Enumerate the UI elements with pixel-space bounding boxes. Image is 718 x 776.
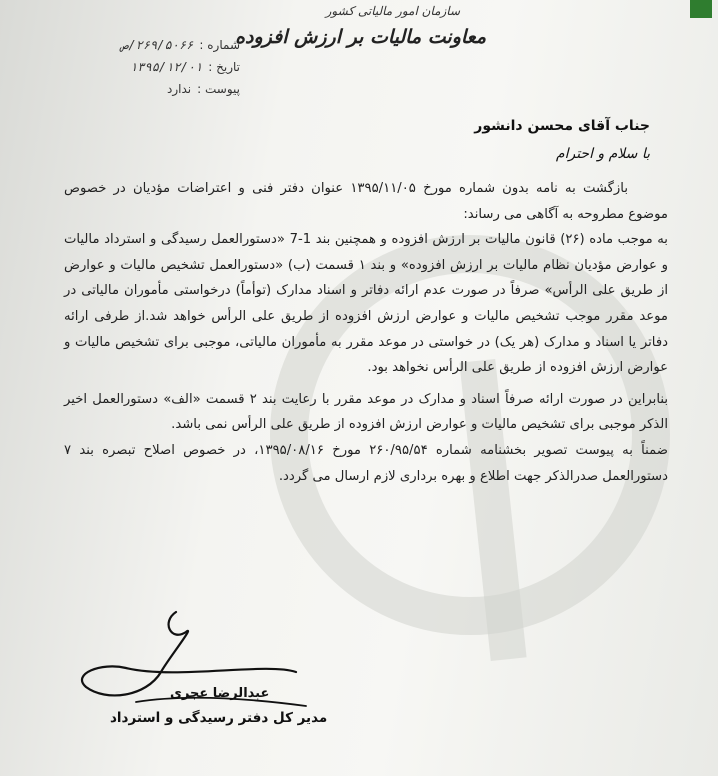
- body-paragraph-4: ضمناً به پیوست تصویر بخشنامه شماره ۲۶۰/۹۵/۵۴ مورخ ۱۳۹۵/۰۸/۱۶، در خصوص اصلاح تبصره بند ۷ دستورالعمل صدرالذکر جهت اطلاع و بهره برداری لازم ارسال می گردد.: [64, 442, 668, 484]
- signatory-title: مدیر کل دفتر رسیدگی و استرداد: [110, 710, 328, 726]
- meta-number-value: ۲۶۹/۵۰۶۶/ص: [121, 38, 194, 52]
- meta-attachment-value: ندارد: [167, 82, 192, 96]
- letterhead-deputy: معاونت مالیات بر ارزش افزوده: [235, 26, 486, 48]
- header-corner-mark: [690, 0, 712, 18]
- body-paragraph-3: بنابراین در صورت ارائه صرفاً اسناد و مدارک در موعد مقرر با رعایت بند ۲ قسمت «الف» دستورالعمل اخیر الذکر موجبی برای تشخیص مالیات و عوارض ارزش افزوده از طریق علی الرأس نمی باشد.: [64, 391, 668, 433]
- recipient: جناب آقای محسن دانشور: [474, 118, 650, 134]
- meta-attachment-row: [90, 78, 240, 100]
- meta-attachment-label: پیوست :: [197, 82, 240, 96]
- meta-number-row: [90, 34, 240, 56]
- body-paragraph-1: بازگشت به نامه بدون شماره مورخ ۱۳۹۵/۱۱/۰۵ عنوان دفتر فنی و اعتراضات مؤدیان در خصوص موضوع مطروحه به آگاهی می رساند:: [64, 181, 668, 222]
- handwritten-signature: [66, 602, 316, 722]
- meta-date-row: [90, 56, 240, 78]
- body-paragraph-2: به موجب ماده (۲۶) قانون مالیات بر ارزش افزوده و همچنین بند 1-7 «دستورالعمل رسیدگی و استرداد مالیات و عوارض مؤدیان نظام مالیات بر ارزش افزوده» و بند ۱ قسمت (ب) «دستورالعمل تشخیص مالیات و عوارض از طریق علی الرأس» صرفاً در صورت عدم ارائه دفاتر و اسناد مدارک (توأماً) درخواستی مأموران مالیاتی در موعد مقرر موجب تشخیص مالیات و عوارض ارزش افزوده از طریق علی الرأس خواهد شد.از طرفی ارائه دفاتر یا اسناد و مدارک (هر یک) در خواستی در موعد مقرر به مأموران مالیاتی، موجبی برای تشخیص مالیات و عوارض ارزش افزوده از طریق علی الرأس نخواهد بود.: [64, 232, 668, 376]
- letter-meta: [90, 34, 240, 100]
- meta-date-value: ۱۳۹۵/۱۲/۰۱: [130, 60, 203, 74]
- greeting: با سلام و احترام: [555, 146, 650, 162]
- meta-date-label: تاریخ :: [208, 60, 240, 74]
- letter-body: [64, 176, 668, 489]
- letterhead-organization: سازمان امور مالیاتی کشور: [325, 4, 460, 18]
- meta-number-label: شماره :: [199, 38, 240, 52]
- signatory-name: عبدالرضا عجری: [170, 686, 270, 701]
